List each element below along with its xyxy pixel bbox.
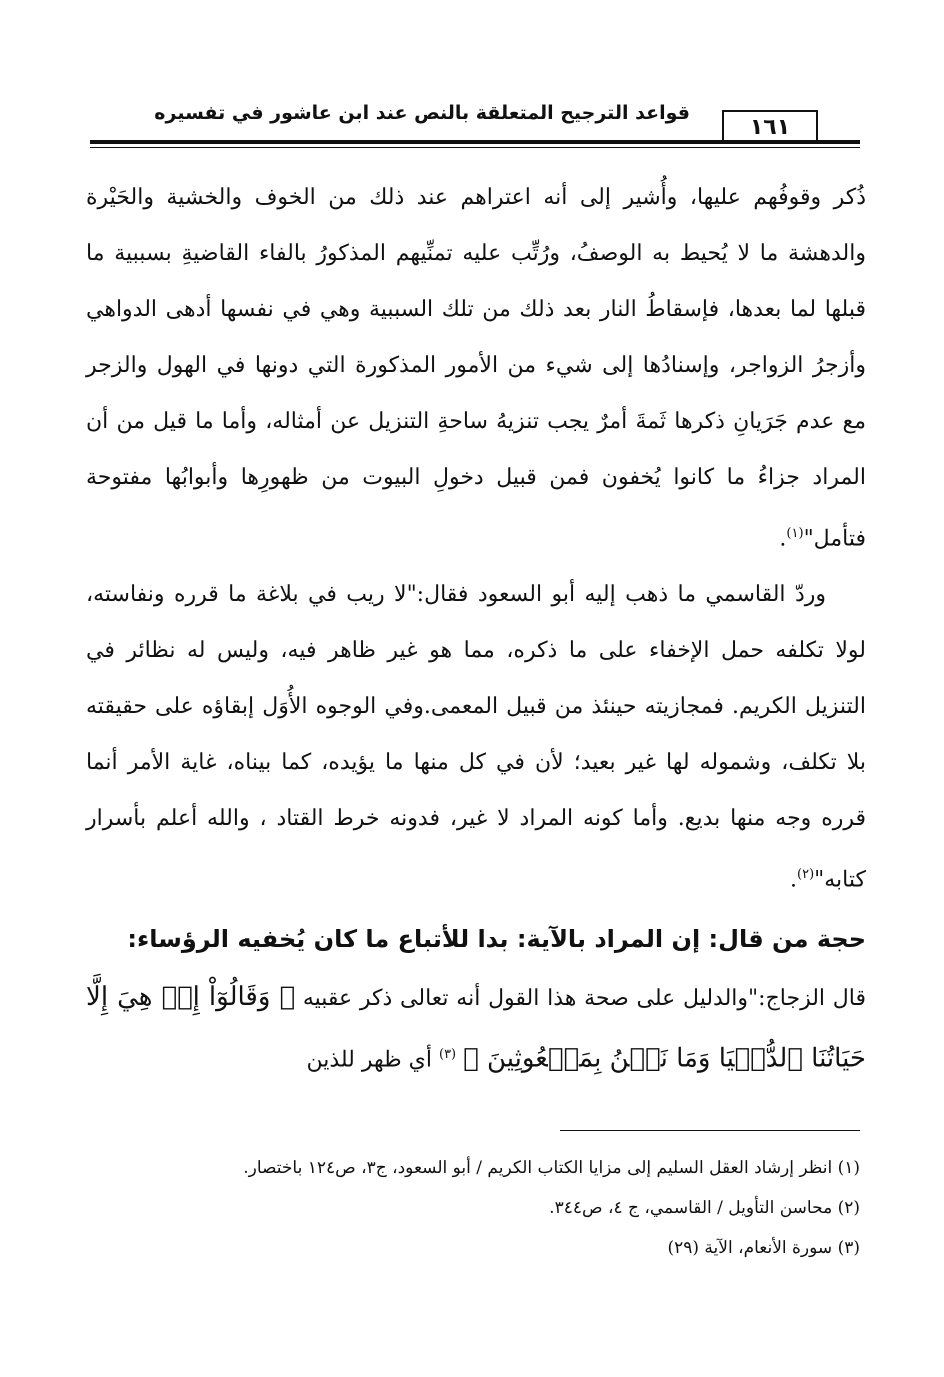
header-rule-thick [90,140,860,144]
paragraph-2-text: وردّ القاسمي ما ذهب إليه أبو السعود فقال:"لا ريب في بلاغة ما قرره ونفاسته، لولا تكلفه حمل الإخفاء على ما ذكره، مما هو غير ظاهر فيه، وليس له نظائر في التنزيل الكريم. فمجازيته حينئذ من قبيل المعمى.وفي الوجوه الأُوَل إبقاؤه على حقيقته بلا تكلف، وشموله لها غير بعيد؛ لأن في كل منها ما يؤيده، كما بيناه، غاية الأمر أنما قرره وجه منها بديع. وأما كونه المراد لا غير، فدونه خرط القتاد ، والله أعلم بأسرار كتابه" [86,582,866,893]
paragraph-1-text: ذُكر وقوفُهم عليها، وأُشير إلى أنه اعتراهم عند ذلك من الخوف والخشية والحَيْرة والدهشة ما لا يُحيط به الوصفُ، ورُتِّب عليه تمنِّيهم المذكورُ بالفاء القاضيةِ بسببية ما قبلها لما بعدها، فإسقاطُ النار بعد ذلك من تلك السببية وهي في نفسها أدهى الدواهي وأزجرُ الزواجر، وإسنادُها إلى شيء من الأمور المذكورة التي دونها في الهول والزجر مع عدم جَرَيانِ ذكرها ثَمةَ أمرٌ يجب تنزيهُ ساحةِ التنزيل عن أمثاله، وأما ما قيل من أن المراد جزاءُ ما كانوا يُخفون فمن قبيل دخولِ البيوت من ظهورِها وأبوابُها مفتوحة فتأمل" [86,185,866,552]
paragraph-1: ذُكر وقوفُهم عليها، وأُشير إلى أنه اعتراهم عند ذلك من الخوف والخشية والحَيْرة والدهشة ما لا يُحيط به الوصفُ، ورُتِّب عليه تمنِّيهم المذكورُ بالفاء القاضيةِ بسببية ما قبلها لما بعدها، فإسقاطُ النار بعد ذلك من تلك السببية وهي في نفسها أدهى الدواهي وأزجرُ الزواجر، وإسنادُها إلى شيء من الأمور المذكورة التي دونها في الهول والزجر مع عدم جَرَيانِ ذكرها ثَمةَ أمرٌ يجب تنزيهُ ساحةِ التنزيل عن أمثاله، وأما ما قيل من أن المراد جزاءُ ما كانوا يُخفون فمن قبيل دخولِ البيوت من ظهورِها وأبوابُها مفتوحة فتأمل"$^{(١)}$. [86,185,866,552]
footnote-separator [560,1130,860,1131]
paragraph-3-text: قال الزجاج:"والدليل على صحة هذا القول أنه تعالى ذكر عقبيه [302,985,866,1011]
running-title: قواعد الترجيح المتعلقة بالنص عند ابن عاشور في تفسيره [154,102,690,124]
main-text [86,170,866,1088]
page-number: ١٦١ [722,110,818,144]
quran-verse: ﴿ وَقَالُوٓاْ إِنۡ هِيَ إِلَّا حَيَاتُنَا ٱلدُّنۡيَا وَمَا نَحۡنُ بِمَبۡعُوثِينَ ﴾ [86,981,866,1073]
paragraph-2: وردّ القاسمي ما ذهب إليه أبو السعود فقال:"لا ريب في بلاغة ما قرره ونفاسته، لولا تكلفه حمل الإخفاء على ما ذكره، مما هو غير ظاهر فيه، وليس له نظائر في التنزيل الكريم. فمجازيته حينئذ من قبيل المعمى.وفي الوجوه الأُوَل إبقاؤه على حقيقته بلا تكلف، وشموله لها غير بعيد؛ لأن في كل منها ما يؤيده، كما بيناه، غاية الأمر أنما قرره وجه منها بديع. وأما كونه المراد لا غير، فدونه خرط القتاد ، والله أعلم بأسرار كتابه"$^{(٢)}$. [86,582,866,893]
paragraph-3 [86,969,866,1088]
footnote-3: (٣) سورة الأنعام، الآية (٢٩) [667,1238,860,1258]
page-header [90,100,860,150]
footnote-2: (٢) محاسن التأويل / القاسمي، ج ٤، ص٣٤٤. [549,1198,860,1218]
footnote-1: (١) انظر إرشاد العقل السليم إلى مزايا الكتاب الكريم / أبو السعود، ج٣، ص١٢٤ باختصار. [243,1158,860,1178]
footnote-ref-1: (١) [786,526,804,541]
footnotes [120,1148,860,1268]
paragraph-3-tail: أي ظهر للذين [306,1046,432,1072]
header-rule-thin [90,147,860,148]
footnote-ref-3: (٣) [438,1046,457,1062]
footnote-ref-2: (٢) [797,867,815,883]
section-heading: حجة من قال: إن المراد بالآية: بدا للأتباع ما كان يُخفيه الرؤساء: [127,924,866,953]
